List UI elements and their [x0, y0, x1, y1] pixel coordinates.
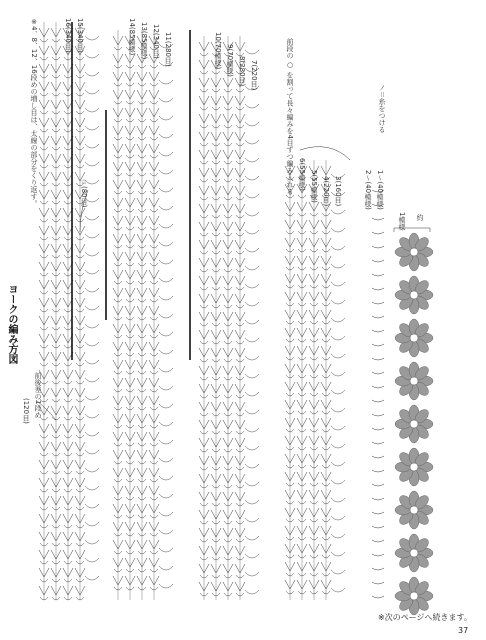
row-label-7: 7(220目): [250, 60, 258, 91]
link-chain: [159, 386, 173, 390]
link-chain: [85, 540, 99, 544]
stitch-column: [137, 30, 147, 600]
foundation-chain: [372, 288, 384, 290]
link-chain: [245, 428, 259, 432]
link-chain: [331, 300, 345, 304]
stitch-column: [285, 160, 295, 600]
foundation-chain: [372, 498, 384, 500]
link-chain: [245, 572, 259, 576]
flower-motif: [395, 448, 433, 486]
row-label-10: 10(70模様): [214, 32, 222, 70]
foundation-chain: [372, 358, 384, 360]
stitch-column: [309, 160, 319, 600]
link-chain: [159, 440, 173, 444]
motif-center: [410, 291, 418, 299]
stitch-column-group: [39, 22, 99, 600]
stitch-column: [75, 22, 88, 600]
link-chain: [85, 306, 99, 310]
link-chain: [159, 116, 173, 120]
foundation-chain: [372, 232, 384, 234]
foundation-chain: [372, 568, 384, 570]
foundation-chain: [372, 512, 384, 514]
link-chain: [245, 284, 259, 288]
link-chain: [245, 230, 259, 234]
link-chain: [85, 234, 99, 238]
link-chain: [245, 158, 259, 162]
link-chain: [85, 90, 99, 94]
stitch-column-group: [285, 160, 345, 600]
foundation-chain: [372, 302, 384, 304]
row-label-3: 3(160目): [334, 176, 342, 207]
link-chain: [85, 72, 99, 76]
link-chain: [85, 396, 99, 400]
link-chain: [85, 414, 99, 418]
foundation-chain: [372, 526, 384, 528]
link-chain: [245, 464, 259, 468]
row-label-4: 4(220目): [322, 176, 330, 207]
stitch-column-group: [199, 36, 259, 600]
flower-motif: [395, 491, 433, 529]
pattern-note: ※4、8、12、16段めの増し目は、太線の部分をくり返す。: [30, 18, 38, 207]
link-chain: [245, 590, 259, 594]
link-chain: [159, 368, 173, 372]
link-chain: [331, 588, 345, 592]
link-chain: [159, 494, 173, 498]
flower-motif: [395, 233, 433, 271]
link-chain: [331, 498, 345, 502]
stitch-column: [321, 160, 331, 600]
motif-center: [410, 592, 418, 600]
link-chain: [85, 288, 99, 292]
link-chain: [245, 554, 259, 558]
link-chain: [331, 264, 345, 268]
link-chain: [331, 372, 345, 376]
page-number: 37: [458, 626, 469, 635]
link-chain: [85, 468, 99, 472]
link-chain: [245, 374, 259, 378]
stitch-column: [39, 22, 49, 600]
link-chain: [331, 516, 345, 520]
link-chain: [159, 314, 173, 318]
link-chain: [85, 558, 99, 562]
foundation-chain: [372, 484, 384, 486]
link-chain: [331, 228, 345, 232]
link-chain: [159, 278, 173, 282]
link-chain: [159, 566, 173, 570]
motif-center: [410, 463, 418, 471]
motif-center: [410, 334, 418, 342]
link-chain: [245, 122, 259, 126]
flower-motif: [395, 319, 433, 357]
motif-center: [410, 549, 418, 557]
flower-motif: [395, 534, 433, 572]
foundation-chain: [372, 372, 384, 374]
flower-motif: [395, 405, 433, 443]
link-chain: [85, 378, 99, 382]
link-chain: [159, 530, 173, 534]
stitch-column: [113, 30, 123, 600]
link-chain: [331, 426, 345, 430]
flower-motifs: [395, 233, 433, 615]
row-label-5: 5(55模様): [310, 170, 318, 203]
prev-row-note: 前段の ○ を割って長々編みを4目ずつ編み入れる: [286, 38, 294, 195]
motif-center: [410, 420, 418, 428]
row-label-12: 12(340目): [152, 24, 160, 59]
link-chain: [245, 446, 259, 450]
link-chain: [85, 450, 99, 454]
foundation-chain: [372, 386, 384, 388]
foundation-chain: [372, 218, 384, 220]
motif-start-label: 前後差の1段め: [34, 372, 42, 419]
link-chain: [85, 126, 99, 130]
link-chain: [159, 80, 173, 84]
foundation-chain: [372, 428, 384, 430]
link-chain: [245, 212, 259, 216]
link-chain: [159, 584, 173, 588]
stitch-column: [51, 22, 61, 600]
link-chain: [159, 512, 173, 516]
row-label-2: 2〜(40模様): [364, 170, 372, 210]
link-chain: [85, 162, 99, 166]
link-chain: [331, 246, 345, 250]
link-chain: [85, 576, 99, 580]
foundation-chain: [372, 274, 384, 276]
link-chain: [245, 248, 259, 252]
link-chain: [331, 390, 345, 394]
row-label-15: 15(340目): [76, 18, 84, 53]
link-chain: [159, 170, 173, 174]
link-chain: [245, 410, 259, 414]
link-chain: [85, 324, 99, 328]
callout-leader: [300, 147, 350, 160]
foundation-chain: [372, 246, 384, 248]
flower-motif: [395, 362, 433, 400]
approx-label: 約: [416, 214, 424, 221]
stitch-column: [297, 160, 307, 600]
link-chain: [245, 194, 259, 198]
thread-mark-note: ノ＝糸をつける: [378, 84, 386, 133]
link-chain: [159, 260, 173, 264]
foundation-chain: [372, 442, 384, 444]
link-chain: [85, 252, 99, 256]
link-chain: [245, 302, 259, 306]
link-chain: [85, 432, 99, 436]
foundation-chain: [372, 456, 384, 458]
row-label-16: 16(340目): [64, 18, 72, 53]
stitch-column: [149, 30, 159, 600]
link-chain: [159, 206, 173, 210]
row-label-13: 13(85模様): [140, 22, 148, 60]
bottom-count-label: (120目): [22, 398, 30, 424]
link-chain: [85, 342, 99, 346]
link-chain: [245, 266, 259, 270]
link-chain: [331, 210, 345, 214]
link-chain: [331, 336, 345, 340]
foundation-chain: [372, 316, 384, 318]
link-chain: [245, 392, 259, 396]
link-chain: [331, 480, 345, 484]
foundation-chain: [372, 344, 384, 346]
motif-center: [410, 506, 418, 514]
link-chain: [85, 36, 99, 40]
foundation-chain: [372, 330, 384, 332]
foundation-chain: [372, 540, 384, 542]
link-chain: [159, 242, 173, 246]
link-chain: [159, 188, 173, 192]
link-chain: [85, 144, 99, 148]
row-label-1: 1〜(40模様): [376, 170, 384, 210]
stitch-column: [223, 36, 233, 600]
link-chain: [85, 522, 99, 526]
link-chain: [245, 176, 259, 180]
link-chain: [245, 104, 259, 108]
stitch-column: [125, 30, 135, 600]
link-chain: [159, 224, 173, 228]
link-chain: [159, 548, 173, 552]
link-chain: [159, 98, 173, 102]
row-label-8: 8(280目): [238, 56, 246, 87]
row-label-14: 14(85模様): [128, 18, 136, 56]
link-chain: [245, 518, 259, 522]
link-chain: [245, 482, 259, 486]
link-chain: [331, 462, 345, 466]
link-chain: [245, 140, 259, 144]
foundation-chain: [372, 260, 384, 262]
stitch-column: [199, 36, 209, 600]
link-chain: [245, 500, 259, 504]
one-pattern-label: 1模様: [398, 212, 406, 231]
link-chain: [159, 350, 173, 354]
center-count-label: ☆(80目): [80, 178, 88, 208]
link-chain: [331, 534, 345, 538]
stitch-column: [235, 36, 245, 600]
link-chain: [331, 318, 345, 322]
foundation-chain: [372, 582, 384, 584]
continued-note: ※次のページへ続きます。: [378, 613, 472, 622]
stitch-column: [211, 36, 221, 600]
link-chain: [245, 356, 259, 360]
motif-center: [410, 248, 418, 256]
link-chain: [245, 320, 259, 324]
link-chain: [331, 408, 345, 412]
page-title: ヨークの編み方図: [6, 284, 17, 364]
motif-center: [410, 377, 418, 385]
link-chain: [159, 404, 173, 408]
link-chain: [159, 476, 173, 480]
row-label-9: 9(70模様): [226, 44, 234, 77]
link-chain: [159, 296, 173, 300]
link-chain: [85, 54, 99, 58]
flower-motif: [395, 577, 433, 615]
link-chain: [331, 570, 345, 574]
link-chain: [245, 50, 259, 54]
link-chain: [85, 504, 99, 508]
foundation-chain: [372, 414, 384, 416]
link-chain: [159, 152, 173, 156]
foundation-chain: [372, 554, 384, 556]
flower-motif: [395, 276, 433, 314]
row-label-6: 6(55模様): [298, 158, 306, 191]
link-chain: [159, 332, 173, 336]
link-chain: [85, 216, 99, 220]
stitch-column-group: [113, 30, 173, 600]
link-chain: [85, 108, 99, 112]
row-label-11: 11(280目): [164, 32, 172, 67]
link-chain: [85, 486, 99, 490]
link-chain: [331, 282, 345, 286]
link-chain: [331, 354, 345, 358]
link-chain: [245, 338, 259, 342]
foundation-chain: [372, 400, 384, 402]
link-chain: [159, 134, 173, 138]
link-chain: [331, 552, 345, 556]
link-chain: [85, 360, 99, 364]
link-chain: [245, 536, 259, 540]
link-chain: [85, 270, 99, 274]
link-chain: [159, 458, 173, 462]
foundation-chain: [372, 596, 384, 598]
link-chain: [159, 422, 173, 426]
foundation-chain: [372, 470, 384, 472]
link-chain: [331, 444, 345, 448]
